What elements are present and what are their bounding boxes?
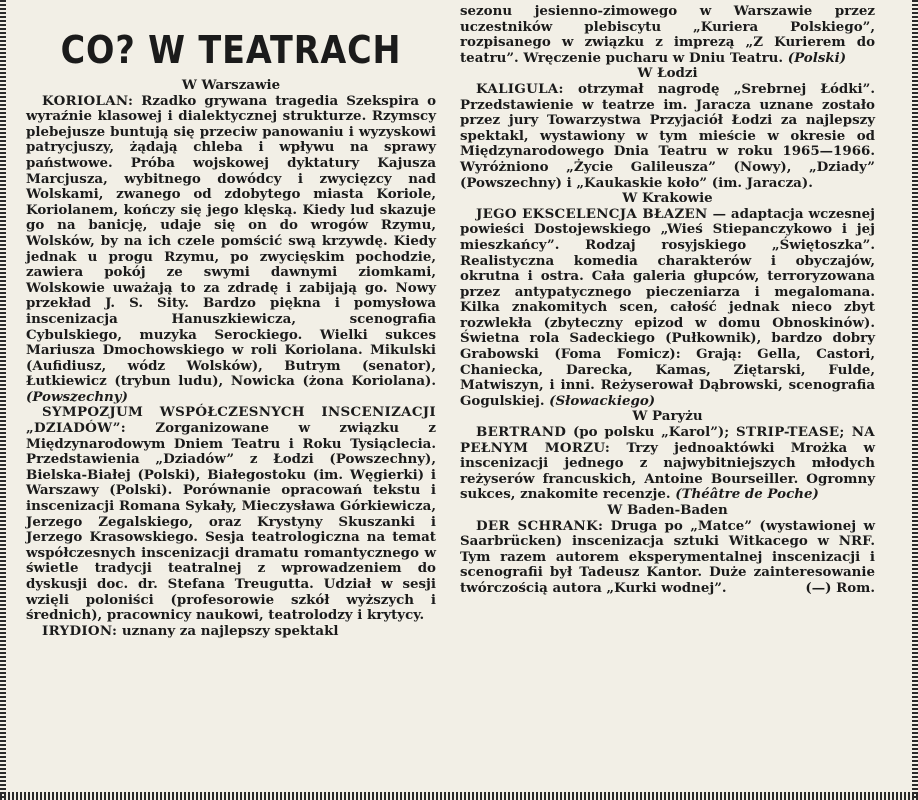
koriolan-venue: (Powszechny) (26, 388, 128, 405)
sympozjum-entry (26, 405, 436, 623)
kaligula-entry (460, 82, 875, 191)
bertrand-entry (460, 425, 875, 503)
right-border-rule (912, 0, 918, 800)
schrank-entry (460, 519, 875, 597)
city-heading-paryz: W Paryżu (632, 408, 703, 425)
jego-text: — adaptacja wczesnej powieści Dostojewskiego „Wieś Stiepanczykowo i jej mieszkańcy”. Rodzaj rosyjskiego „Świętoszka”. Realistyczna komedia charakterów i obyczajów, okrutna i ostra. Cała galeria głupców, terroryzowana przez antypatycznego pieczeniarza i megalomana. Kilka znakomitych scen, całość jednak nieco zbyt rozwlekła (zbyteczny epizod w domu Obnoskinów). Świetna rola Sadeckiego (Pułkownik), bardzo dobry Grabowski (Foma Fomicz): Grają: Gella, Castori, Chaniecka, Darecka, Kamas, Ziętarski, Fulde, Matwiszyn, i inni. Reżyserował Dąbrowski, scenografia Gogulskiej. (460, 205, 875, 409)
bertrand-text: (po polsku „Karol”); (572, 424, 730, 441)
bertrand-title: BERTRAND (476, 424, 567, 441)
jego-title: JEGO EKSCELENCJA BŁAZEN (476, 205, 708, 222)
irydion-venue: (Polski) (787, 49, 847, 66)
strip-venue: (Théâtre de Poche) (675, 486, 819, 503)
city-heading-baden: W Baden-Baden (607, 502, 728, 518)
irydion-title: IRYDION: (42, 622, 118, 639)
sympozjum-title: SYMPOZJUM WSPÓŁCZESNYCH INSCENIZACJI „DZIADÓW”: (26, 404, 436, 437)
irydion-cont-text: sezonu jesienno-zimowego w Warszawie przez uczestników plebiscytu „Kuriera Polskiego”, rozpisanego w związku z imprezą „Z Kurierem do teatru”. Wręczenie pucharu w Dniu Teatru. (460, 3, 875, 66)
left-column (26, 10, 436, 639)
headline: CO? W TEATRACH (60, 28, 402, 72)
kaligula-title: KALIGULA: (476, 80, 564, 97)
irydion-entry (26, 624, 436, 640)
koriolan-entry (26, 94, 436, 406)
irydion-continuation (460, 4, 875, 66)
kaligula-text: otrzymał nagrodę „Srebrnej Łódki”. Przedstawienie w teatrze im. Jaracza uznane zostało przez jury Towarzystwa Przyjaciół Łodzi za najlepszy spektakl, wystawiony w tym mieście w okresie od Międzynarodowego Dnia Teatru w roku 1965—1966. Wyróżniono „Życie Galileusza” (Nowy), „Dziady” (Powszechny) i „Kaukaskie koło” (im. Jaracza). (460, 80, 875, 191)
jego-venue: (Słowackiego) (549, 392, 656, 409)
strip-text: Trzy jednoaktówki Mrożka w inscenizacji jednego z najwybitniejszych młodych reżyserów francuskich, Antoine Bourseiller. Ogromny sukces, znakomite recenzje. (460, 439, 875, 503)
jego-entry (460, 207, 875, 410)
city-heading-krakow: W Krakowie (622, 190, 713, 207)
sympozjum-text: Zorganizowane w związku z Międzynarodowym Dniem Teatru i Roku Tysiąclecia. Przedstawienia „Dziadów” z Łodzi (Powszechny), Bielska-Białej (Polski), Białegostoku (im. Węgierki) i Warszawy (Polski). Porównanie opracowań tekstu i inscenizacji Romana Sykały, Mieczysława Górkiewicza, Jerzego Zegalskiego, oraz Krystyny Skuszanki i Jerzego Krasowskiego. Sesja teatrologiczna na temat współczesnych inscenizacji dramatu romantycznego w świetle tradycji teatralnej z wprowadzeniem do dyskusji doc. dr. Stefana Treugutta. Udział w sesji wzięli poloniści (profesorowie szkół wyższych i średnich), pracownicy naukowi, teatrolodzy i krytycy. (26, 420, 436, 624)
koriolan-title: KORIOLAN: (42, 92, 134, 109)
right-column (460, 4, 875, 597)
bottom-border-rule (0, 792, 918, 800)
left-border-rule (0, 0, 6, 800)
author-signature: (—) Rom. (805, 579, 875, 596)
strip-title: STRIP-TEASE; NA PEŁNYM MORZU: (460, 424, 875, 456)
city-heading-lodz: W Łodzi (637, 65, 698, 82)
schrank-text: Druga po „Matce” (wystawionej w Saarbrücken) inscenizacja sztuki Witkacego w NRF. Tym razem autorem eksperymentalnej inscenizacji i scenografii był Tadeusz Kantor. Duże zainteresowanie twórczością autora „Kurki wodnej”. (460, 517, 875, 596)
irydion-text: uznany za najlepszy spektakl (121, 622, 339, 639)
koriolan-text: Rzadko grywana tragedia Szekspira o wyraźnie klasowej i dialektycznej strukturze. Rzymscy plebejusze buntują się przeciw panowaniu i wyzyskowi patrycjuszy, żądają chleba i wpływu na sprawy państwowe. Próba wojskowej dyktatury Kajusza Marcjusza, wybitnego dowódcy i zwycięzcy nad Wolskami, zwanego od zdobytego miasta Koriole, Koriolanem, kończy się jego klęską. Kiedy lud skazuje go na banicję, udaje się on do wrogów Rzymu, Wolsków, by na ich czele pomścić swą krzywdę. Kiedy jednak u progu Rzymu, po zwycięskim pochodzie, zawiera pokój ze swymi dawnymi ziomkami, Wolskowie uważają to za zdradę i zabijają go. Nowy przekład J. S. Sity. Bardzo piękna i pomysłowa inscenizacja Hanuszkiewicza, scenografia Cybulskiego, muzyka Serockiego. Wielki sukces Mariusza Dmochowskiego w roli Koriolana. Mikulski (Aufidiusz, wódz Wolsków), Butrym (senator), Łutkiewicz (trybun ludu), Nowicka (żona Koriolana). (26, 92, 437, 390)
city-heading-warszawa: W Warszawie (181, 77, 281, 93)
schrank-title: DER SCHRANK: (476, 517, 604, 534)
